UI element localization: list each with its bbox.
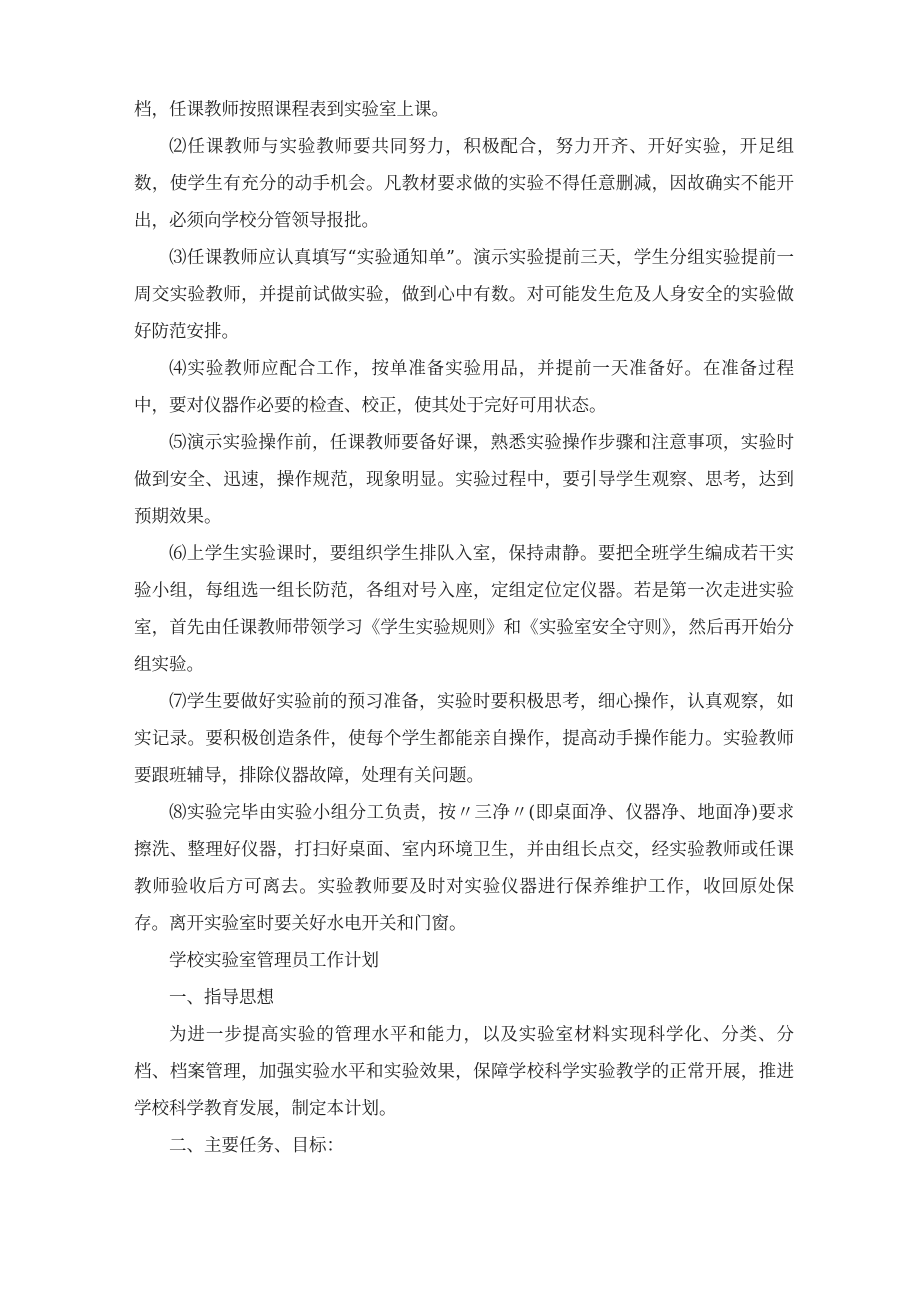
paragraph-guiding-ideas: 为进一步提高实验的管理水平和能力，以及实验室材料实现科学化、分类、分档、档案管理，加强实验水平和实验效果，保障学校科学实验教学的正常开展，推进学校科学教育发展，制定本计划。 xyxy=(134,1025,794,1119)
paragraph-item-2: ⑵任课教师与实验教师要共同努力，积极配合，努力开齐、开好实验，开足组数，使学生有充分的动手机会。凡教材要求做的实验不得任意删减，因故确实不能开出，必须向学校分管领导报批。 xyxy=(134,137,794,231)
section-title: 学校实验室管理员工作计划 xyxy=(169,951,379,971)
section-heading-main-tasks: 二、主要任务、目标： xyxy=(169,1136,344,1156)
section-heading-guiding-ideas: 一、指导思想 xyxy=(169,988,274,1008)
paragraph-item-5: ⑸演示实验操作前，任课教师要备好课，熟悉实验操作步骤和注意事项，实验时做到安全、迅速，操作规范，现象明显。实验过程中，要引导学生观察、思考，达到预期效果。 xyxy=(134,433,794,527)
paragraph-item-8: ⑻实验完毕由实验小组分工负责，按〃三净〃(即桌面净、仪器净、地面净)要求擦洗、整理好仪器，打扫好桌面、室内环境卫生，并由组长点交，经实验教师或任课教师验收后方可离去。实验教师要及时对实验仪器进行保养维护工作，收回原处保存。离开实验室时要关好水电开关和门窗。 xyxy=(134,803,794,934)
paragraph-item-7: ⑺学生要做好实验前的预习准备，实验时要积极思考，细心操作，认真观察，如实记录。要积极创造条件，使每个学生都能亲自操作，提高动手操作能力。实验教师要跟班辅导，排除仪器故障，处理有关问题。 xyxy=(134,692,794,786)
paragraph-item-6: ⑹上学生实验课时，要组织学生排队入室，保持肃静。要把全班学生编成若干实验小组，每组选一组长防范，各组对号入座，定组定位定仪器。若是第一次走进实验室，首先由任课教师带领学习《学生实验规则》和《实验室安全守则》，然后再开始分组实验。 xyxy=(134,544,794,675)
document-body xyxy=(134,92,794,1165)
paragraph-item-4: ⑷实验教师应配合工作，按单准备实验用品，并提前一天准备好。在准备过程中，要对仪器作必要的检查、校正，使其处于完好可用状态。 xyxy=(134,359,794,416)
paragraph-item-3: ⑶任课教师应认真填写“实验通知单”。演示实验提前三天，学生分组实验提前一周交实验教师，并提前试做实验，做到心中有数。对可能发生危及人身安全的实验做好防范安排。 xyxy=(134,248,794,342)
paragraph-continuation: 档，任课教师按照课程表到实验室上课。 xyxy=(134,100,449,120)
